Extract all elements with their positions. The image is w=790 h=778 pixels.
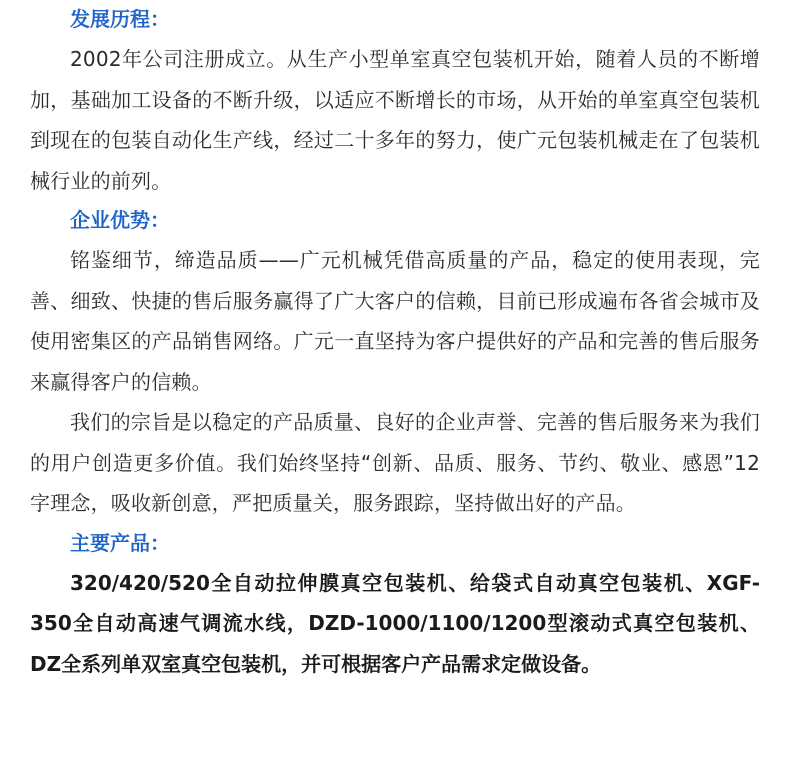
advantage-heading: 企业优势： xyxy=(70,208,170,232)
history-paragraph: 2002年公司注册成立。从生产小型单室真空包装机开始，随着人员的不断增加，基础加工设备的不断升级，以适应不断增长的市场，从开始的单室真空包装机到现在的包装自动化生产线，经过二十多年的努力，使广元包装机械走在了包装机械行业的前列。 xyxy=(30,47,760,193)
products-paragraph: 320/420/520全自动拉伸膜真空包装机、给袋式自动真空包装机、XGF-350全自动高速气调流水线，DZD-1000/1100/1200型滚动式真空包装机、DZ全系列单双室真空包装机，并可根据客户产品需求定做设备。 xyxy=(30,570,760,676)
advantage-paragraph-2: 我们的宗旨是以稳定的产品质量、良好的企业声誉、完善的售后服务来为我们的用户创造更多价值。我们始终坚持“创新、品质、服务、节约、敬业、感恩”12字理念，吸收新创意，严把质量关，服务跟踪，坚持做出好的产品。 xyxy=(30,410,760,515)
advantage-paragraph-1: 铭鉴细节，缔造品质——广元机械凭借高质量的产品，稳定的使用表现，完善、细致、快捷的售后服务赢得了广大客户的信赖，目前已形成遍布各省会城市及使用密集区的产品销售网络。广元一直坚持为客户提供好的产品和完善的售后服务来赢得客户的信赖。 xyxy=(30,248,760,394)
company-profile-document xyxy=(30,0,760,684)
history-heading: 发展历程： xyxy=(70,7,170,31)
products-heading: 主要产品： xyxy=(70,530,170,555)
